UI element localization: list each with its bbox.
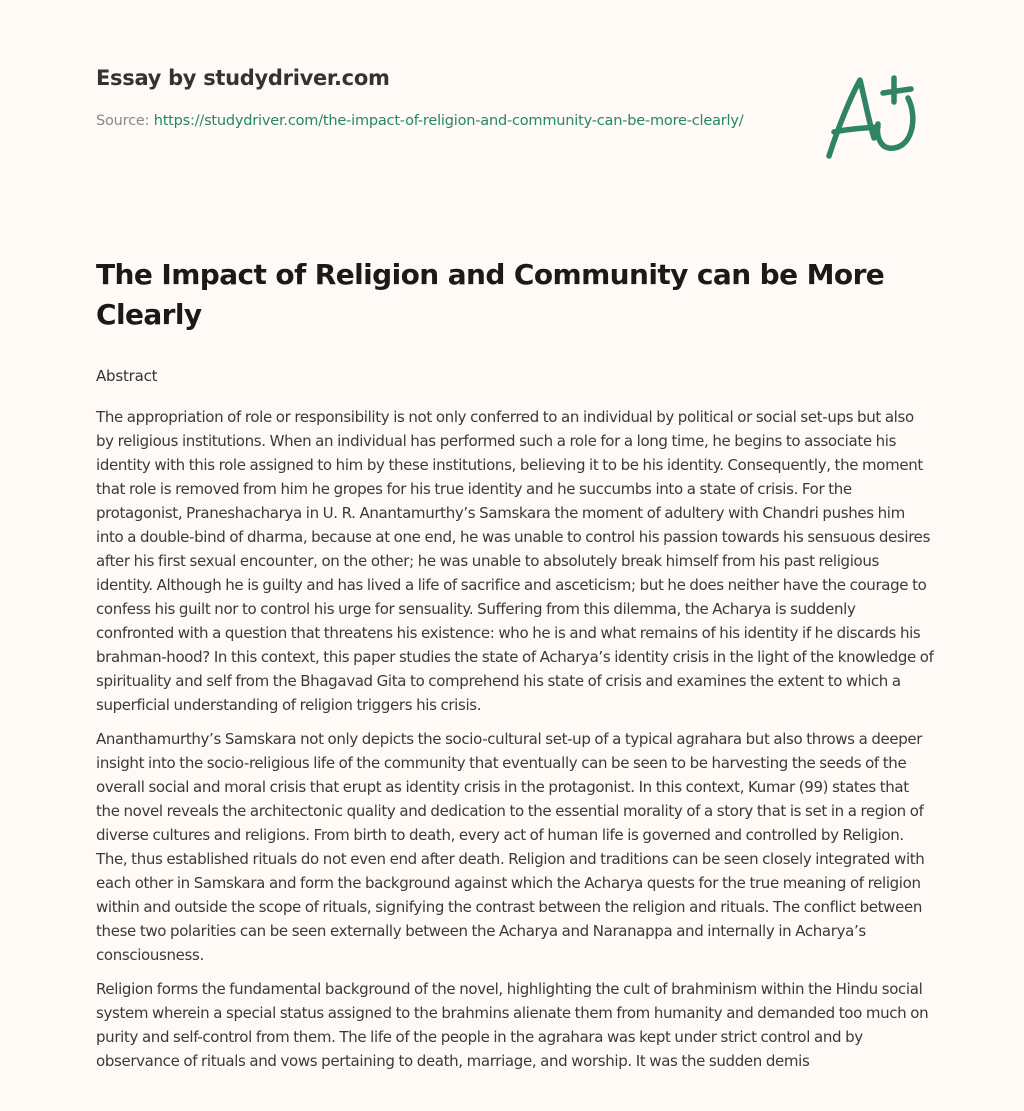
essay-paragraph-1: The appropriation of role or responsibility is not only conferred to an individual by political or social set-ups but also by religious institutions. When an individual has performed such a role for a long time, he begins to associate his identity with this role assigned to him by these institutions, believing it to be his identity. Consequently, the moment that role is removed from him he gropes for his true identity and he succumbs into a state of crisis. For the protagonist, Praneshacharya in U. R. Anantamurthy’s Samskara the moment of adultery with Chandri pushes him into a double-bind of dharma, because at one end, he was unable to control his passion towards his sensuous desires after his first sexual encounter, on the other; he was unable to absolutely break himself from his past religious identity. Although he is guilty and has lived a life of sacrifice and asceticism; but he does neither have the courage to confess his guilt nor to control his urge for sensuality. Suffering from this dilemma, the Acharya is suddenly confronted with a question that threatens his existence: who he is and what remains of his identity if he discards his brahman-hood? In this context, this paper studies the state of Acharya’s identity crisis in the light of the knowledge of spirituality and self from the Bhagavad Gita to comprehend his state of crisis and examines the extent to which a superficial understanding of religion triggers his crisis. <box>96 408 934 714</box>
source-label: Source: <box>96 113 154 129</box>
source-link[interactable]: https://studydriver.com/the-impact-of-religion-and-community-can-be-more-clearly/ <box>153 113 744 129</box>
page-header <box>96 64 756 133</box>
abstract-heading: Abstract <box>96 367 158 385</box>
essay-paragraph-3: Religion forms the fundamental background of the novel, highlighting the cult of brahminism within the Hindu social system wherein a special status assigned to the brahmins alienate them from humanity and demanded too much on purity and self-control from them. The life of the people in the agrahara was kept under strict control and by observance of rituals and vows pertaining to death, marriage, and worship. It was the sudden demis <box>96 980 929 1070</box>
essay-content <box>96 255 934 1073</box>
essay-paragraph-2: Ananthamurthy’s Samskara not only depicts the socio-cultural set-up of a typical agrahara but also throws a deeper insight into the socio-religious life of the community that eventually can be seen to be harvesting the seeds of the overall social and moral crisis that erupt as identity crisis in the protagonist. In this context, Kumar (99) states that the novel reveals the architectonic quality and dedication to the essential morality of a story that is set in a region of diverse cultures and religions. From birth to death, every act of human life is governed and controlled by Religion. The, thus established rituals do not even end after death. Religion and traditions can be seen closely integrated with each other in Samskara and form the background against which the Acharya quests for the true meaning of religion within and outside the scope of rituals, signifying the contrast between the religion and rituals. The conflict between these two polarities can be seen externally between the Acharya and Naranappa and internally in Acharya’s consciousness. <box>96 730 925 964</box>
a-plus-grade-icon <box>820 68 930 168</box>
essay-title: The Impact of Religion and Community can be More Clearly <box>96 258 885 331</box>
site-title: Essay by studydriver.com <box>96 66 390 90</box>
source-line <box>96 109 756 133</box>
